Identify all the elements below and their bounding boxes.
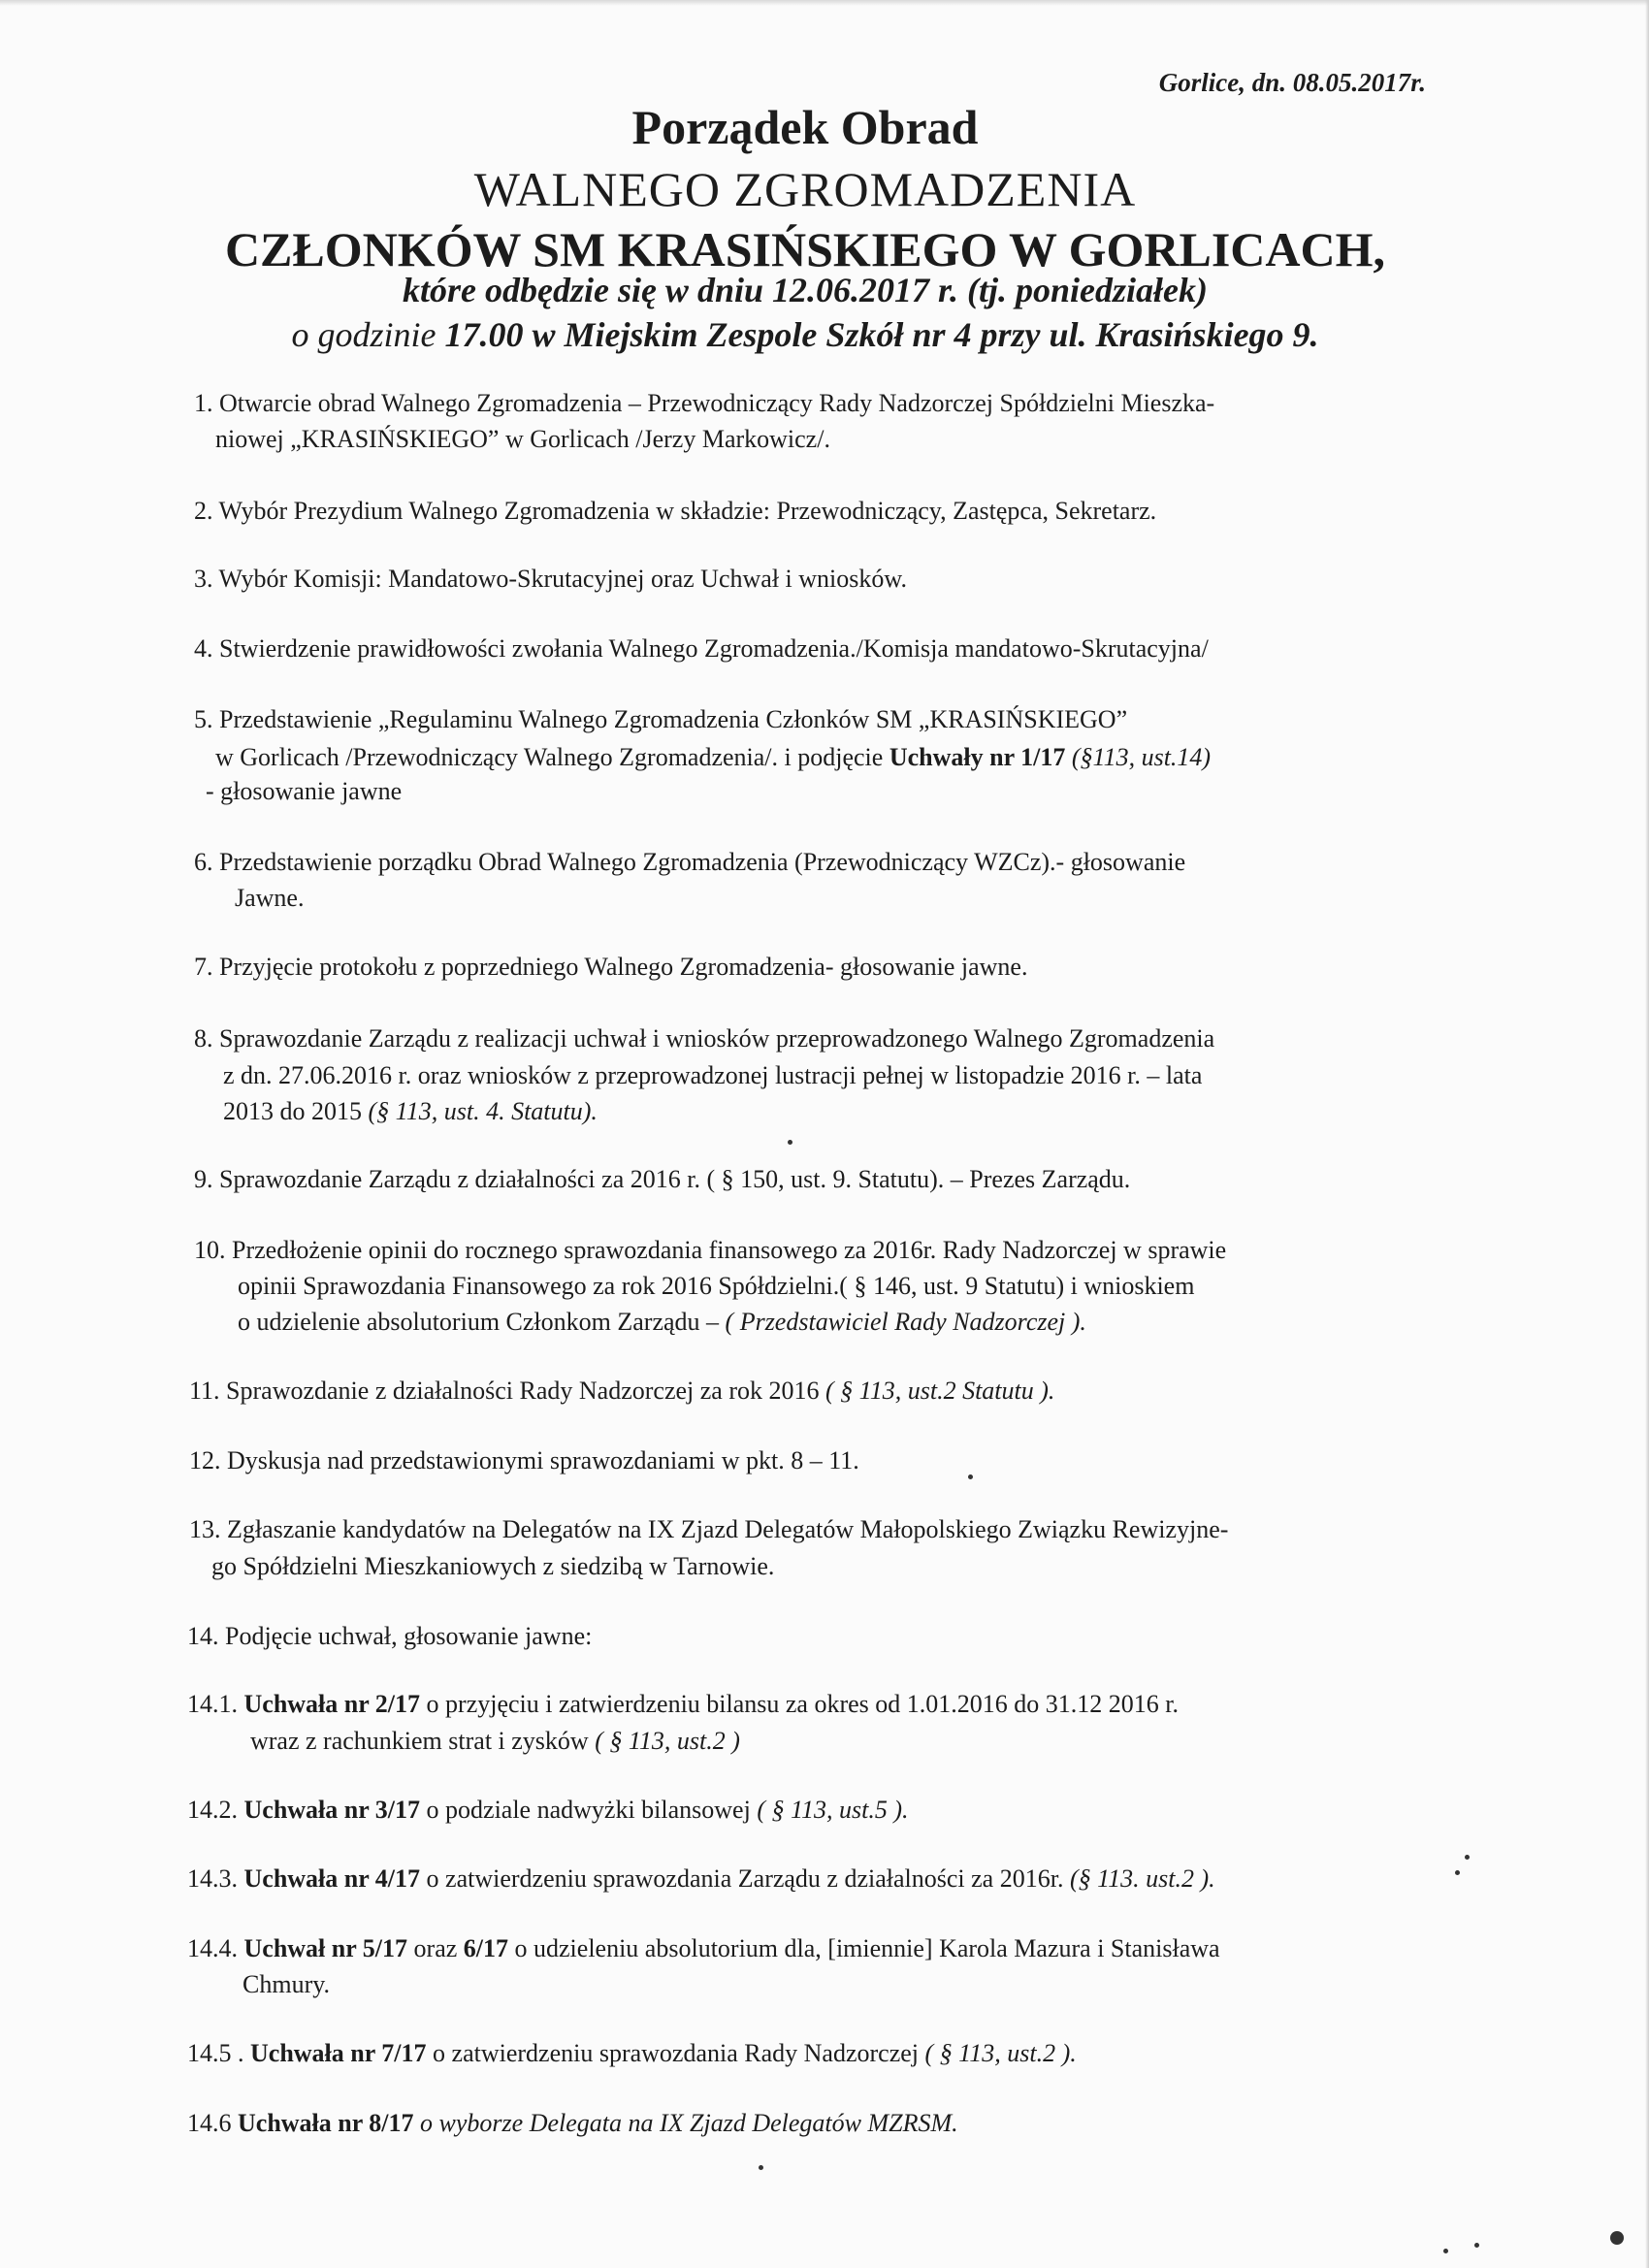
agenda-item-11-text: 11. Sprawozdanie z działalności Rady Nadzorczej za rok 2016 [189,1377,826,1405]
agenda-item-10-line-3-text: o udzielenie absolutorium Członkom Zarządu – [238,1308,726,1336]
item-14-4-conjunction: oraz [407,1934,464,1962]
item-14-1-number: 14.1. [187,1690,244,1718]
uchwala-3-17-label: Uchwała nr 3/17 [243,1796,421,1824]
agenda-item-10-presenter: ( Przedstawiciel Rady Nadzorczej ). [725,1308,1086,1336]
agenda-item-6-line-1: 6. Przedstawienie porządku Obrad Walnego Zgromadzenia (Przewodniczący WZCz).- głosowanie [194,848,1186,876]
scan-speck [968,1474,973,1479]
scan-speck [1465,1855,1470,1860]
item-14-6-text: o wyborze Delegata na IX Zjazd Delegatów MZRSM. [413,2109,958,2137]
uchwala-7-17-label: Uchwała nr 7/17 [250,2039,427,2067]
title-line-3: CZŁONKÓW SM KRASIŃSKIEGO W GORLICACH, [224,222,1386,276]
item-14-2-number: 14.2. [187,1796,244,1824]
agenda-item-5-line-2-text: w Gorlicach /Przewodniczący Walnego Zgromadzenia/. i podjęcie [215,743,889,771]
agenda-item-11-statute-ref: ( § 113, ust.2 Statutu ). [825,1377,1055,1405]
agenda-item-8-line-2: z dn. 27.06.2016 r. oraz wniosków z przeprowadzonej lustracji pełnej w listopadzie 2016 r. – lata [223,1061,1203,1089]
agenda-item-8-statute-ref: (§ 113, ust. 4. Statutu). [368,1097,598,1125]
agenda-item-8-line-3 [223,1093,598,1129]
item-14-1-statute-ref: ( § 113, ust.2 ) [595,1727,740,1755]
item-14-2-text: o podziale nadwyżki bilansowej [420,1796,758,1824]
title-line-2: WALNEGO ZGROMADZENIA [473,162,1137,216]
title-line-1: Porządek Obrad [631,100,979,154]
uchwala-6-17-label: 6/17 [463,1934,509,1962]
agenda-item-3: 3. Wybór Komisji: Mandatowo-Skrutacyjnej oraz Uchwał i wniosków. [194,565,907,593]
agenda-item-14-2 [187,1792,909,1828]
scan-speck [1455,1870,1460,1875]
agenda-item-1-line-1: 1. Otwarcie obrad Walnego Zgromadzenia – Przewodniczący Rady Nadzorczej Spółdzielni Mieszka- [194,389,1215,417]
agenda-item-6-line-2: Jawne. [235,884,305,912]
title-line-5 [0,310,1610,359]
agenda-item-2: 2. Wybór Prezydium Walnego Zgromadzenia w składzie: Przewodniczący, Zastępca, Sekretarz. [194,497,1157,525]
uchwala-4-17-label: Uchwała nr 4/17 [243,1864,421,1893]
agenda-item-5-statute-ref: (§113, ust.14) [1065,743,1212,771]
scan-edge-top [0,0,1649,6]
uchwala-1-17-label: Uchwały nr 1/17 [889,743,1066,771]
agenda-item-13-line-1: 13. Zgłaszanie kandydatów na Delegatów na IX Zjazd Delegatów Małopolskiego Związku Rewizyjne- [189,1515,1229,1543]
uchwala-2-17-label: Uchwała nr 2/17 [243,1690,421,1718]
agenda-item-5-line-3: - głosowanie jawne [206,777,403,805]
agenda-item-13-line-2: go Spółdzielni Mieszkaniowych z siedzibą w Tarnowie. [211,1552,775,1580]
agenda-item-8-line-1: 8. Sprawozdanie Zarządu z realizacji uchwał i wniosków przeprowadzonego Walnego Zgromadzenia [194,1024,1215,1053]
item-14-6-number: 14.6 [187,2109,238,2137]
agenda-item-9: 9. Sprawozdanie Zarządu z działalności za 2016 r. ( § 150, ust. 9. Statutu). – Prezes Zarządu. [194,1165,1131,1193]
scan-speck [1443,2249,1448,2253]
item-14-5-text: o zatwierdzeniu sprawozdania Rady Nadzorczej [426,2039,925,2067]
item-14-3-number: 14.3. [187,1864,244,1893]
agenda-item-12: 12. Dyskusja nad przedstawionymi sprawozdaniami w pkt. 8 – 11. [189,1446,859,1474]
agenda-item-10-line-2: opinii Sprawozdania Finansowego za rok 2016 Spółdzielni.( § 146, ust. 9 Statutu) i wnioskiem [238,1272,1195,1300]
item-14-3-text: o zatwierdzeniu sprawozdania Zarządu z działalności za 2016r. [420,1864,1070,1893]
agenda-item-5-line-1: 5. Przedstawienie „Regulaminu Walnego Zgromadzenia Członków SM „KRASIŃSKIEGO” [194,705,1128,733]
agenda-item-8-line-3-text: 2013 do 2015 [223,1097,369,1125]
agenda-item-14-1-line-2 [250,1723,740,1759]
item-14-3-statute-ref: (§ 113. ust.2 ). [1069,1864,1215,1893]
scan-speck [788,1140,792,1145]
agenda-item-14: 14. Podjęcie uchwał, głosowanie jawne: [187,1622,593,1650]
agenda-item-4: 4. Stwierdzenie prawidłowości zwołania Walnego Zgromadzenia./Komisja mandatowo-Skrutacyjna/ [194,634,1209,663]
scan-edge-right [1645,0,1649,2268]
scan-speck [759,2165,763,2170]
item-14-1-text: o przyjęciu i zatwierdzeniu bilansu za okres od 1.01.2016 do 31.12 2016 r. [420,1690,1180,1718]
item-14-5-statute-ref: ( § 113, ust.2 ). [924,2039,1077,2067]
agenda-item-10-line-3 [238,1304,1086,1340]
agenda-item-7: 7. Przyjęcie protokołu z poprzedniego Walnego Zgromadzenia- głosowanie jawne. [194,953,1028,981]
agenda-item-14-6 [187,2105,958,2141]
agenda-item-10-line-1: 10. Przedłożenie opinii do rocznego sprawozdania finansowego za 2016r. Rady Nadzorczej w sprawie [194,1236,1227,1264]
agenda-item-1-line-2: niowej „KRASIŃSKIEGO” w Gorlicach /Jerzy Markowicz/. [215,425,830,453]
scan-speck [1610,2231,1624,2245]
document-date: Gorlice, dn. 08.05.2017r. [1158,68,1426,97]
agenda-item-14-4-line-2: Chmury. [242,1970,331,1998]
item-14-1-line-2-text: wraz z rachunkiem strat i zysków [250,1727,596,1755]
agenda-item-11 [189,1373,1054,1409]
item-14-4-number: 14.4. [187,1934,244,1962]
item-14-5-number: 14.5 . [187,2039,250,2067]
title-line-5-prefix: o godzinie [291,315,445,354]
item-14-4-text: o udzieleniu absolutorium dla, [imiennie] Karola Mazura i Stanisława [508,1934,1220,1962]
agenda-item-14-4-line-1 [187,1930,1220,1966]
agenda-item-14-3 [187,1861,1215,1896]
item-14-2-statute-ref: ( § 113, ust.5 ). [757,1796,909,1824]
uchwala-5-17-label: Uchwał nr 5/17 [243,1934,408,1962]
uchwala-8-17-label: Uchwała nr 8/17 [238,2109,414,2137]
scan-speck [1474,2243,1479,2248]
title-line-5-details: 17.00 w Miejskim Zespole Szkół nr 4 przy ul. Krasińskiego 9. [444,315,1319,354]
agenda-item-14-1-line-1 [187,1686,1179,1722]
agenda-item-14-5 [187,2035,1077,2071]
title-line-4: które odbędzie się w dniu 12.06.2017 r. (tj. poniedziałek) [402,271,1208,309]
agenda-item-5-line-2 [215,739,1211,775]
